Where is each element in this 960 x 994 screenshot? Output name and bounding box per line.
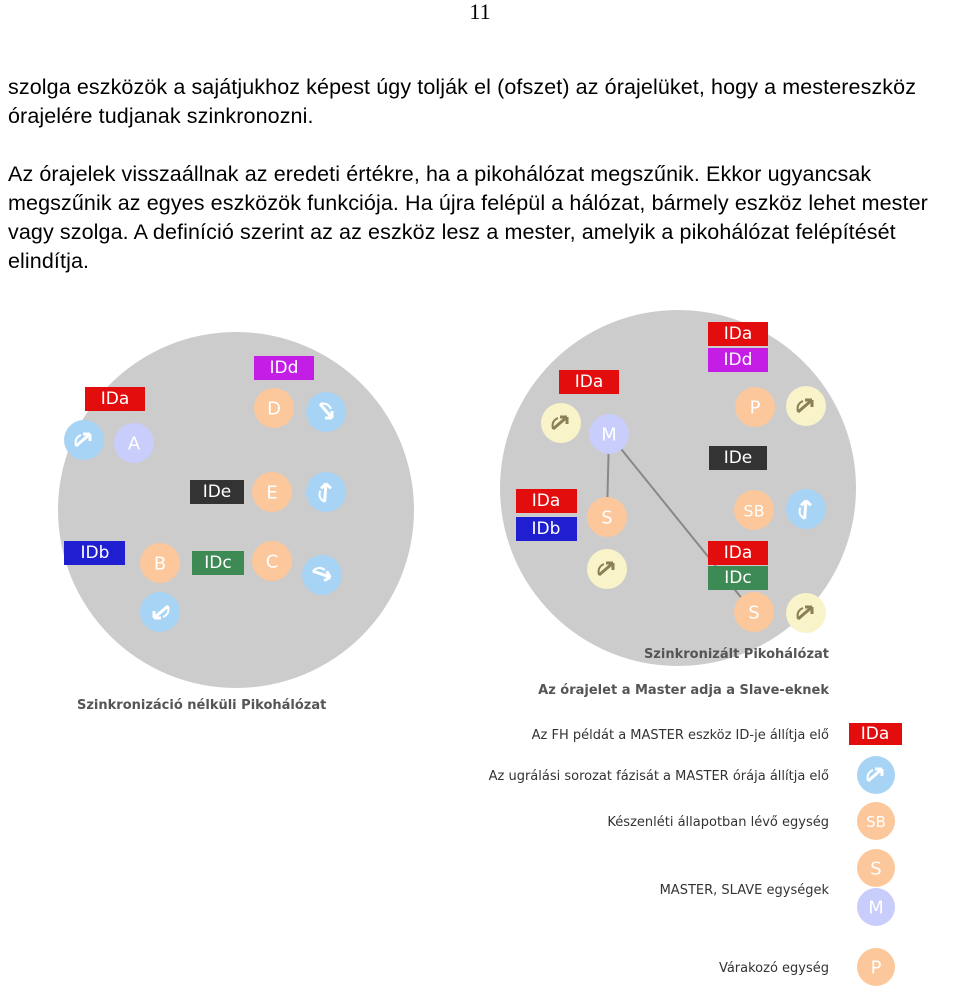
node-s-label: S bbox=[748, 602, 760, 624]
page-number: 11 bbox=[469, 0, 491, 24]
clock-icon bbox=[786, 593, 826, 633]
tag-ide-label: IDe bbox=[723, 448, 753, 468]
node-e-label: E bbox=[266, 482, 278, 504]
clock-icon bbox=[786, 489, 826, 529]
clock-icon bbox=[306, 472, 346, 512]
tag-ida-label: IDa bbox=[723, 543, 753, 563]
tag-idc-label: IDc bbox=[204, 553, 232, 573]
paragraph-2: Az órajelek visszaállnak az eredeti értékre, ha a pikohálózat megszűnik. Ekkor ugyancsak megszűnik az egyes eszközök funkciója. Ha újra felépül a hálózat, bármely eszköz lehet mester vagy szolga. A definíció szerint az az eszköz lesz a mester, amelyik a pikohálózat felépítését elindítja. bbox=[8, 162, 928, 273]
synchronized-piconet bbox=[500, 310, 856, 698]
legend-text-4: MASTER, SLAVE egységek bbox=[659, 883, 829, 898]
tag-idb-label: IDb bbox=[531, 519, 561, 539]
tag-idc-label: IDc bbox=[724, 568, 752, 588]
node-a-label: A bbox=[127, 433, 141, 455]
clock-icon bbox=[140, 592, 180, 632]
tag-ida-label: IDa bbox=[723, 324, 753, 344]
clock-icon bbox=[587, 549, 627, 589]
legend-text-1: Az FH példát a MASTER eszköz ID-je állítja elő bbox=[531, 728, 829, 743]
tag-idd-label: IDd bbox=[269, 358, 299, 378]
legend-node-sb-label: SB bbox=[866, 813, 886, 831]
piconet-circle-left bbox=[58, 332, 414, 688]
node-sb-label: SB bbox=[743, 501, 765, 521]
left-caption: Szinkronizáció nélküli Pikohálózat bbox=[77, 698, 327, 713]
legend-node-s-label: S bbox=[870, 858, 882, 880]
legend-text-3: Készenléti állapotban lévő egység bbox=[607, 815, 829, 830]
tag-ida-label: IDa bbox=[531, 491, 561, 511]
node-m-label: M bbox=[601, 424, 617, 446]
legend bbox=[489, 723, 902, 986]
clock-icon bbox=[64, 420, 104, 460]
tag-ida-label: IDa bbox=[100, 389, 130, 409]
legend-text-5: Várakozó egység bbox=[718, 961, 829, 976]
legend-text-2: Az ugrálási sorozat fázisát a MASTER órája állítja elő bbox=[488, 769, 829, 784]
clock-icon bbox=[541, 403, 581, 443]
clock-icon bbox=[302, 555, 342, 595]
legend-node-p-label: P bbox=[870, 957, 882, 979]
right-subcaption: Az órajelet a Master adja a Slave-eknek bbox=[538, 683, 829, 698]
legend-tag-ida-label: IDa bbox=[860, 724, 890, 744]
node-s-label: S bbox=[601, 507, 613, 529]
tag-ide-label: IDe bbox=[202, 482, 232, 502]
node-b-label: B bbox=[153, 553, 167, 575]
tag-idd-label: IDd bbox=[723, 350, 753, 370]
unsynchronized-piconet bbox=[58, 332, 414, 713]
tag-ida-label: IDa bbox=[574, 372, 604, 392]
paragraph-1: szolga eszközök a sajátjukhoz képest úgy tolják el (ofszet) az órajelüket, hogy a mestereszköz órajelére tudjanak szinkronozni. bbox=[8, 75, 917, 128]
clock-icon bbox=[306, 392, 346, 432]
node-d-label: D bbox=[267, 398, 281, 420]
right-caption: Szinkronizált Pikohálózat bbox=[643, 647, 829, 662]
node-c-label: C bbox=[265, 551, 279, 573]
node-p-label: P bbox=[749, 397, 761, 419]
tag-idb-label: IDb bbox=[80, 543, 110, 563]
clock-icon bbox=[786, 386, 826, 426]
legend-node-m-label: M bbox=[868, 897, 884, 919]
legend-clock-icon bbox=[857, 756, 895, 794]
